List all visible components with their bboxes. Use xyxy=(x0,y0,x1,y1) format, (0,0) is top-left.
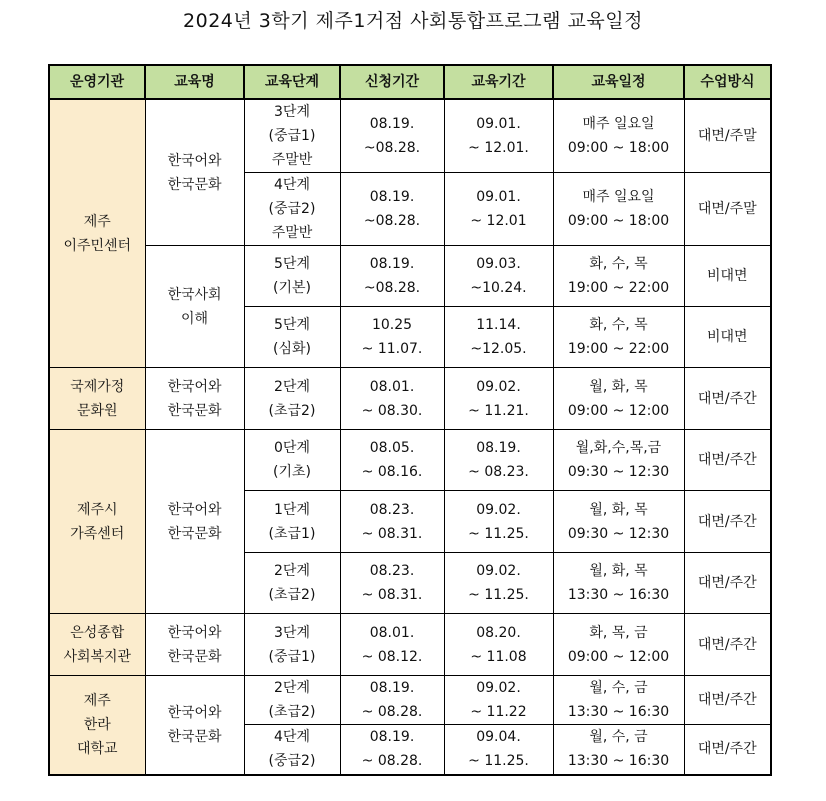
cell-line: 2단계 xyxy=(274,680,310,696)
cell-line: (중급1) xyxy=(268,128,316,144)
cell-line: 08.19. xyxy=(369,116,415,132)
table-body xyxy=(49,99,771,775)
schedule-cell xyxy=(553,676,684,725)
course-name-cell xyxy=(145,99,244,246)
org-name-cell xyxy=(49,430,145,614)
apply-period-cell xyxy=(340,725,444,775)
schedule-cell xyxy=(553,307,684,368)
cell-line: 09:00 ~ 18:00 xyxy=(567,140,670,156)
cell-line: ~ 08.31. xyxy=(361,525,423,542)
cell-line: ~ 11.25. xyxy=(468,753,529,770)
cell-line: 월, 수, 금 xyxy=(589,729,648,746)
cell-line: 09:30 ~ 12:30 xyxy=(567,464,670,480)
schedule-cell xyxy=(553,368,684,430)
cell-line: 10.25 xyxy=(371,317,413,333)
class-mode-cell: 대면/주간 xyxy=(684,725,771,775)
cell-line: ~ 08.23. xyxy=(468,464,529,480)
schedule-cell xyxy=(553,99,684,173)
course-period-cell xyxy=(444,246,553,307)
table-row xyxy=(49,368,771,430)
org-name-cell xyxy=(49,368,145,430)
cell-line: ~ 08.31. xyxy=(361,587,423,603)
cell-line: 주말반 xyxy=(271,225,313,241)
cell-line: 08.23. xyxy=(369,563,415,579)
cell-line: 이주민센터 xyxy=(63,237,132,254)
cell-line: 한국어와 xyxy=(167,152,222,169)
cell-line: 제주시 xyxy=(76,501,118,518)
header-course-name: 교육명 xyxy=(145,65,244,99)
cell-line: 이해 xyxy=(180,310,209,327)
class-mode-cell: 대면/주간 xyxy=(684,614,771,676)
apply-period-cell xyxy=(340,553,444,614)
schedule-cell xyxy=(553,430,684,491)
schedule-cell xyxy=(553,491,684,553)
cell-line: 화, 수, 목 xyxy=(589,256,648,272)
cell-line: ~ 08.30. xyxy=(361,402,423,419)
schedule-cell xyxy=(553,553,684,614)
cell-line: 5단계 xyxy=(274,317,310,333)
cell-line: 제주 xyxy=(83,692,111,709)
cell-line: 08.20. xyxy=(476,624,521,641)
cell-line: 대학교 xyxy=(76,740,118,757)
cell-line: 09.02. xyxy=(476,680,521,696)
cell-line: 한국어와 xyxy=(167,378,222,395)
cell-line: (심화) xyxy=(273,341,311,357)
cell-line: 11.14. xyxy=(476,317,521,333)
class-mode-cell: 대면/주말 xyxy=(684,99,771,173)
table-row xyxy=(49,430,771,491)
course-period-cell xyxy=(444,307,553,368)
apply-period-cell xyxy=(340,491,444,553)
cell-line: 08.23. xyxy=(369,501,415,518)
table-row xyxy=(49,614,771,676)
level-cell xyxy=(244,307,340,368)
cell-line: 월, 화, 목 xyxy=(589,501,648,518)
apply-period-cell xyxy=(340,307,444,368)
cell-line: (중급2) xyxy=(268,753,316,770)
level-cell xyxy=(244,676,340,725)
cell-line: 한국어와 xyxy=(167,624,222,641)
course-name-cell xyxy=(145,430,244,614)
cell-line: ~08.28. xyxy=(363,280,421,296)
apply-period-cell xyxy=(340,173,444,246)
cell-line: 한국어와 xyxy=(167,704,222,721)
apply-period-cell xyxy=(340,246,444,307)
cell-line: ~10.24. xyxy=(470,280,527,296)
cell-line: 3단계 xyxy=(274,624,310,641)
cell-line: ~ 11.07. xyxy=(361,341,423,357)
cell-line: 08.19. xyxy=(369,256,415,272)
cell-line: 화, 목, 금 xyxy=(589,624,648,641)
cell-line: ~ 12.01. xyxy=(468,140,529,156)
course-period-cell xyxy=(444,725,553,775)
cell-line: 한국문화 xyxy=(167,525,222,542)
cell-line: 한국문화 xyxy=(167,402,222,419)
schedule-cell xyxy=(553,614,684,676)
table-row xyxy=(49,99,771,173)
cell-line: 09.02. xyxy=(476,378,521,395)
cell-line: 3단계 xyxy=(274,104,310,120)
class-mode-cell: 대면/주간 xyxy=(684,368,771,430)
course-period-cell xyxy=(444,173,553,246)
cell-line: (기초) xyxy=(273,464,311,480)
cell-line: 한국문화 xyxy=(167,648,222,665)
class-mode-cell: 대면/주간 xyxy=(684,553,771,614)
schedule-cell xyxy=(553,173,684,246)
cell-line: 월, 화, 목 xyxy=(589,563,648,579)
schedule-cell xyxy=(553,246,684,307)
cell-line: 09.02. xyxy=(476,563,521,579)
cell-line: (초급2) xyxy=(268,402,316,419)
header-org: 운영기관 xyxy=(49,65,145,99)
page-title: 2024년 3학기 제주1거점 사회통합프로그램 교육일정 xyxy=(183,10,643,32)
apply-period-cell xyxy=(340,676,444,725)
cell-line: 한국어와 xyxy=(167,501,222,518)
cell-line: 4단계 xyxy=(274,729,310,746)
cell-line: (중급1) xyxy=(268,648,316,665)
cell-line: 08.01. xyxy=(369,624,415,641)
table-row xyxy=(49,676,771,725)
course-name-cell xyxy=(145,368,244,430)
cell-line: ~12.05. xyxy=(470,341,527,357)
cell-line: 가족센터 xyxy=(70,525,125,542)
cell-line: 월, 화, 목 xyxy=(589,378,648,395)
course-name-cell xyxy=(145,246,244,368)
apply-period-cell xyxy=(340,368,444,430)
cell-line: 2단계 xyxy=(274,563,310,579)
cell-line: 매주 일요일 xyxy=(582,189,655,205)
cell-line: 매주 일요일 xyxy=(582,116,655,132)
level-cell xyxy=(244,614,340,676)
course-period-cell xyxy=(444,676,553,725)
cell-line: 09.04. xyxy=(476,729,521,746)
cell-line: 09.02. xyxy=(476,501,521,518)
cell-line: 09:00 ~ 12:00 xyxy=(567,402,670,419)
schedule-cell xyxy=(553,725,684,775)
cell-line: 제주 xyxy=(83,213,111,230)
cell-line: 0단계 xyxy=(274,440,310,456)
cell-line: ~ 11.08 xyxy=(470,648,527,665)
course-period-cell xyxy=(444,491,553,553)
cell-line: ~ 11.21. xyxy=(468,402,529,419)
cell-line: ~ 08.16. xyxy=(361,464,423,480)
level-cell xyxy=(244,491,340,553)
course-period-cell xyxy=(444,614,553,676)
cell-line: 19:00 ~ 22:00 xyxy=(567,341,670,357)
course-period-cell xyxy=(444,99,553,173)
cell-line: 08.19. xyxy=(369,680,415,696)
cell-line: 은성종합 xyxy=(70,624,125,641)
level-cell xyxy=(244,553,340,614)
class-mode-cell: 비대면 xyxy=(684,246,771,307)
org-name-cell xyxy=(49,676,145,775)
level-cell xyxy=(244,725,340,775)
class-mode-cell: 대면/주간 xyxy=(684,676,771,725)
cell-line: (중급2) xyxy=(268,201,316,217)
cell-line: 2단계 xyxy=(274,378,310,395)
cell-line: 4단계 xyxy=(274,177,310,193)
course-name-cell xyxy=(145,614,244,676)
class-mode-cell: 대면/주말 xyxy=(684,173,771,246)
cell-line: ~08.28. xyxy=(363,140,421,156)
course-name-cell xyxy=(145,676,244,775)
cell-line: ~ 11.22 xyxy=(470,704,527,720)
cell-line: 5단계 xyxy=(274,256,310,272)
cell-line: 08.01. xyxy=(369,378,415,395)
cell-line: 09.01. xyxy=(476,189,521,205)
schedule-table xyxy=(48,64,772,776)
level-cell xyxy=(244,99,340,173)
org-name-cell xyxy=(49,614,145,676)
cell-line: 문화원 xyxy=(76,402,118,419)
cell-line: 국제가정 xyxy=(70,378,125,395)
cell-line: (기본) xyxy=(273,280,311,296)
cell-line: 한라 xyxy=(83,716,111,733)
header-course-period: 교육기간 xyxy=(444,65,553,99)
cell-line: 08.19. xyxy=(476,440,521,456)
cell-line: 한국문화 xyxy=(167,728,222,745)
header-level: 교육단계 xyxy=(244,65,340,99)
apply-period-cell xyxy=(340,99,444,173)
class-mode-cell: 대면/주간 xyxy=(684,491,771,553)
cell-line: 13:30 ~ 16:30 xyxy=(567,704,670,720)
cell-line: ~ 08.12. xyxy=(361,648,423,665)
cell-line: 09:30 ~ 12:30 xyxy=(567,525,670,542)
cell-line: ~ 08.28. xyxy=(361,753,423,770)
cell-line: 09.01. xyxy=(476,116,521,132)
table-row xyxy=(49,246,771,307)
cell-line: 월, 수, 금 xyxy=(589,680,648,696)
cell-line: 13:30 ~ 16:30 xyxy=(567,753,670,770)
header-schedule: 교육일정 xyxy=(553,65,684,99)
cell-line: ~ 08.28. xyxy=(361,704,423,720)
cell-line: 08.19. xyxy=(369,729,415,746)
cell-line: 09:00 ~ 18:00 xyxy=(567,213,670,229)
cell-line: 1단계 xyxy=(274,501,310,518)
header-apply-period: 신청기간 xyxy=(340,65,444,99)
cell-line: ~ 11.25. xyxy=(468,587,529,603)
level-cell xyxy=(244,246,340,307)
cell-line: 월,화,수,목,금 xyxy=(575,440,662,456)
class-mode-cell: 대면/주간 xyxy=(684,430,771,491)
cell-line: 19:00 ~ 22:00 xyxy=(567,280,670,296)
cell-line: 주말반 xyxy=(271,152,313,168)
cell-line: 08.05. xyxy=(369,440,415,456)
org-name-cell xyxy=(49,99,145,368)
header-class-mode: 수업방식 xyxy=(684,65,771,99)
apply-period-cell xyxy=(340,614,444,676)
cell-line: 화, 수, 목 xyxy=(589,317,648,333)
level-cell xyxy=(244,430,340,491)
cell-line: ~ 11.25. xyxy=(468,525,529,542)
cell-line: (초급1) xyxy=(268,525,316,542)
cell-line: (초급2) xyxy=(268,704,316,720)
table-header-row xyxy=(49,65,771,99)
cell-line: 09:00 ~ 12:00 xyxy=(567,648,670,665)
cell-line: 08.19. xyxy=(369,189,415,205)
level-cell xyxy=(244,368,340,430)
course-period-cell xyxy=(444,430,553,491)
class-mode-cell: 비대면 xyxy=(684,307,771,368)
course-period-cell xyxy=(444,553,553,614)
course-period-cell xyxy=(444,368,553,430)
cell-line: (초급2) xyxy=(268,587,316,603)
cell-line: 13:30 ~ 16:30 xyxy=(567,587,670,603)
cell-line: 한국문화 xyxy=(167,176,222,193)
cell-line: ~08.28. xyxy=(363,213,421,229)
apply-period-cell xyxy=(340,430,444,491)
cell-line: 09.03. xyxy=(476,256,521,272)
cell-line: 한국사회 xyxy=(167,286,222,303)
level-cell xyxy=(244,173,340,246)
cell-line: ~ 12.01 xyxy=(470,213,527,229)
cell-line: 사회복지관 xyxy=(63,648,132,665)
